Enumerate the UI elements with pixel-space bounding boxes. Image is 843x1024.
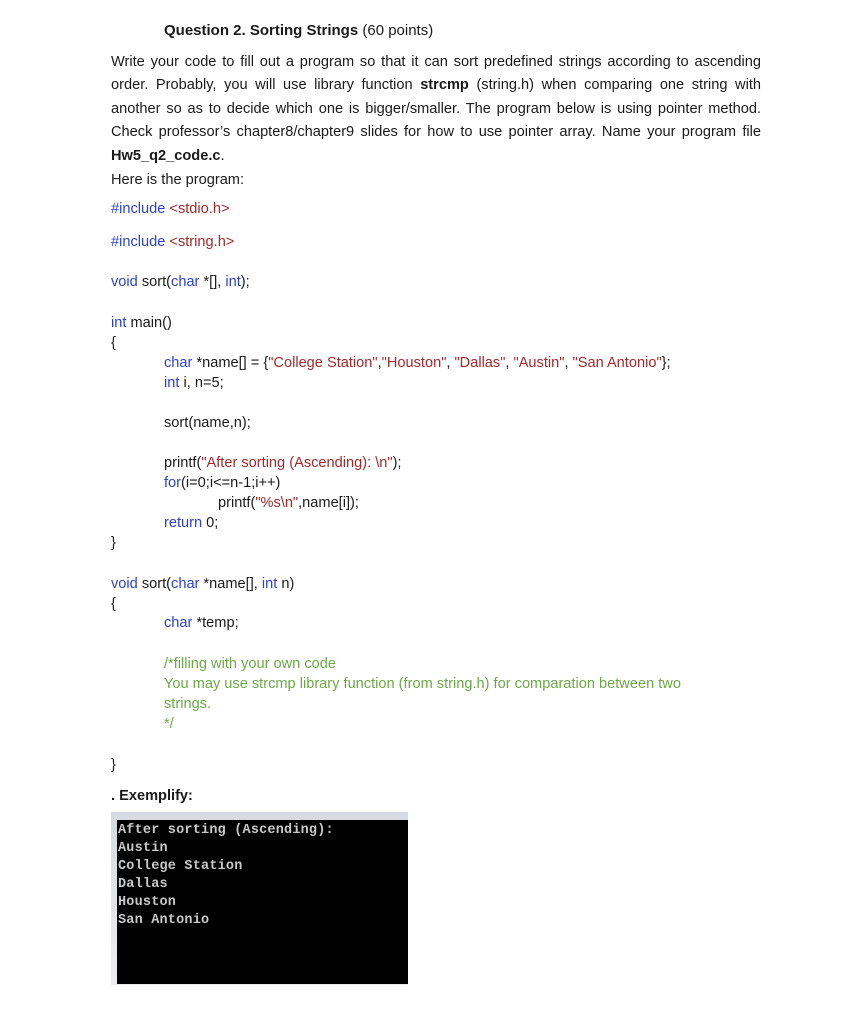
str: "College Station" — [268, 355, 378, 371]
txt: main() — [126, 315, 172, 331]
kw: return — [164, 515, 203, 531]
txt: *[], — [199, 274, 226, 290]
txt: }; — [661, 355, 671, 371]
txt: *name[], — [199, 576, 262, 592]
str: "Dallas" — [454, 355, 506, 371]
code-include-stdio — [111, 199, 229, 219]
code-for-loop — [164, 473, 280, 493]
code-comment-line-4: */ — [164, 716, 174, 732]
code-brace-close: } — [111, 535, 116, 551]
code-temp-decl — [164, 613, 239, 633]
str: "Houston" — [381, 355, 447, 371]
question-title-bold: Question 2. Sorting Strings — [164, 22, 359, 39]
code-comment-line-1: /*filling with your own code — [164, 656, 336, 672]
txt: printf( — [218, 495, 256, 511]
code-sort-definition — [111, 574, 294, 594]
header: <stdio.h> — [165, 201, 230, 217]
txt: sort( — [137, 274, 172, 290]
txt: , — [505, 355, 514, 371]
kw: int — [225, 274, 241, 290]
kw: char — [164, 615, 193, 631]
instructions-paragraph — [111, 51, 761, 168]
terminal-line: San Antonio — [118, 913, 210, 928]
code-sort-prototype — [111, 272, 250, 292]
txt: , — [446, 355, 455, 371]
txt: (i=0;i<=n-1;i++) — [181, 475, 281, 491]
code-include-string — [111, 232, 234, 252]
txt: , — [377, 355, 382, 371]
txt: *name[] = { — [192, 355, 269, 371]
exemplify-label: . Exemplify: — [111, 788, 193, 804]
code-comment-line-2: You may use strcmp library function (from string.h) for comparation between two — [164, 676, 681, 692]
terminal-line: College Station — [118, 859, 243, 874]
kw: char — [171, 576, 200, 592]
terminal-line: Houston — [118, 895, 177, 910]
filename-bold: Hw5_q2_code.c — [111, 147, 221, 164]
kw: #include — [111, 201, 166, 217]
code-return — [164, 513, 218, 533]
txt: , — [564, 355, 573, 371]
code-brace-open-2: { — [111, 596, 116, 612]
code-brace-open: { — [111, 335, 116, 351]
code-comment-line-3: strings. — [164, 696, 212, 712]
str: "San Antonio" — [572, 355, 662, 371]
code-int-decl — [164, 373, 224, 393]
kw: int — [164, 375, 180, 391]
txt: ); — [240, 274, 250, 290]
kw: for — [164, 475, 182, 491]
kw: char — [164, 355, 193, 371]
kw: #include — [111, 234, 166, 250]
code-printf-name — [218, 493, 359, 513]
kw: int — [111, 315, 127, 331]
txt: i, n=5; — [179, 375, 224, 391]
kw: char — [171, 274, 200, 290]
txt: 0; — [202, 515, 219, 531]
code-brace-close-2: } — [111, 757, 116, 773]
terminal-line: Austin — [118, 841, 168, 856]
code-sort-call: sort(name,n); — [164, 415, 251, 431]
terminal-line: Dallas — [118, 877, 168, 892]
question-title — [164, 22, 433, 39]
code-main-signature — [111, 313, 172, 333]
kw: void — [111, 576, 138, 592]
kw: void — [111, 274, 138, 290]
question-points: (60 points) — [358, 22, 434, 39]
header: <string.h> — [165, 234, 235, 250]
txt: ); — [392, 455, 402, 471]
txt: ,name[i]); — [298, 495, 359, 511]
code-printf-header — [164, 453, 401, 473]
kw: int — [261, 576, 278, 592]
txt: *temp; — [192, 615, 239, 631]
para-text-3: . — [220, 147, 225, 164]
txt: n) — [277, 576, 295, 592]
terminal-line: After sorting (Ascending): — [118, 823, 334, 838]
str: "%s\n" — [255, 495, 299, 511]
program-intro: Here is the program: — [111, 172, 245, 188]
para-text-2: (string.h) when comparing one string with another so as to decide which one is bigger/smaller. The program below is using pointer method. Check professor’s chapter8/chapter9 slides for how to use pointer array. Name your program file — [111, 77, 761, 141]
txt: printf( — [164, 455, 202, 471]
para-text-1: Write your code to fill out a program so that it can sort predefined strings according to ascending order. Probably, you will use library function — [111, 54, 761, 94]
str: "Austin" — [513, 355, 565, 371]
str: "After sorting (Ascending): \n" — [201, 455, 393, 471]
strcmp-bold: strcmp — [420, 77, 469, 94]
code-name-array-decl — [164, 353, 671, 373]
txt: sort( — [137, 576, 172, 592]
